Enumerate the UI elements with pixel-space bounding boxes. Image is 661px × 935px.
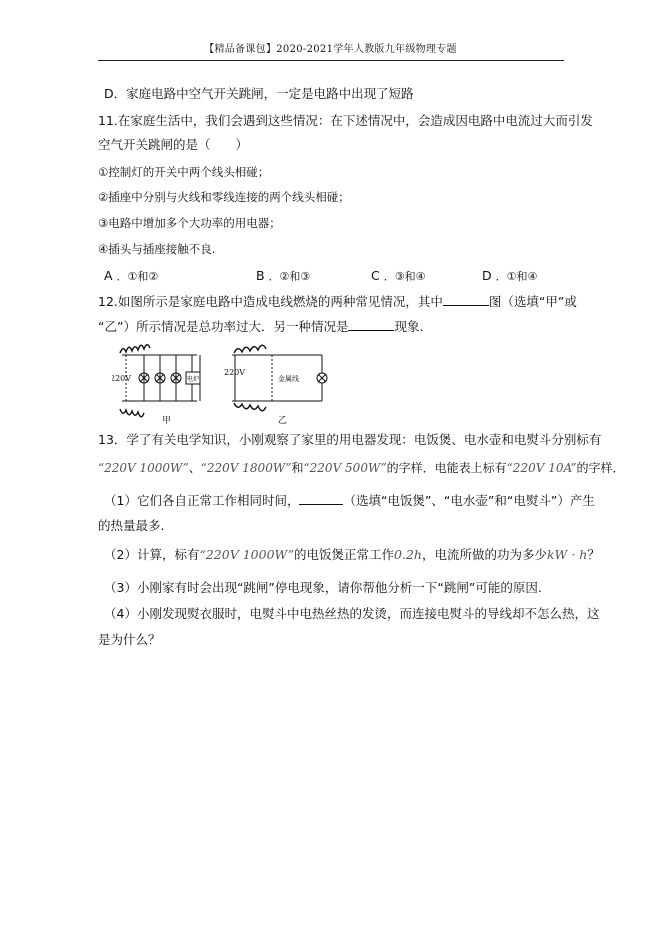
q11-item-3: ③电路中增加多个大功率的用电器； bbox=[98, 216, 281, 230]
q13-part2: （2）计算，标有“220V 1000W”的电饭煲正常工作0.2h，电流所做的功为多少kW · h？ bbox=[104, 547, 600, 562]
q11-stem-line1: 11.在家庭生活中，我们会遇到这些情况：在下述情况中，会造成因电路中电流过大而引发 bbox=[98, 113, 593, 128]
q13-part1-cont: 的热量最多. bbox=[98, 518, 165, 533]
q11-item-4: ④插头与插座接触不良. bbox=[98, 242, 216, 256]
q12-blank-1[interactable] bbox=[443, 294, 489, 306]
q11-option-d: D ．①和④ bbox=[482, 268, 538, 283]
q13-part4-cont: 是为什么？ bbox=[98, 632, 161, 647]
q11-item-1: ①控制灯的开关中两个线头相碰； bbox=[98, 165, 270, 179]
jia-caption: 甲 bbox=[162, 416, 172, 426]
q13-part4: （4）小刚发现熨衣服时，电熨斗中电热丝热的发烫，而连接电熨斗的导线却不怎么热，这 bbox=[104, 606, 600, 621]
q11-stem-line2: 空气开关跳闸的是（ ） bbox=[98, 137, 249, 152]
q13-intro-line1: 13．学了有关电学知识，小刚观察了家里的用电器发现：电饭煲、电水壶和电熨斗分别标有 bbox=[98, 432, 602, 447]
q11-option-b: B ．②和③ bbox=[256, 268, 311, 283]
q13-part3: （3）小刚家有时会出现“跳闸”停电现象，请你帮他分析一下“跳闸”可能的原因. bbox=[104, 580, 542, 595]
header-rule bbox=[98, 60, 564, 61]
circuit-figure bbox=[112, 343, 442, 429]
yi-wire-label: 金属线 bbox=[278, 375, 299, 383]
jia-box-label: 电炉 bbox=[187, 376, 200, 383]
yi-voltage-label: 220V bbox=[224, 368, 246, 377]
q12-line2: “乙”）所示情况是总功率过大．另一种情况是 现象. bbox=[98, 319, 424, 334]
q11-option-a: A ．①和② bbox=[104, 268, 159, 283]
q12-line1: 12.如图所示是家庭电路中造成电线燃烧的两种常见情况，其中 图（选填“甲”或 bbox=[98, 294, 577, 309]
jia-voltage-label: 220V bbox=[112, 374, 132, 383]
q12-blank-2[interactable] bbox=[348, 319, 394, 331]
q13-blank[interactable] bbox=[299, 493, 343, 505]
q11-options bbox=[104, 268, 574, 284]
q13-intro-line2: “220V 1000W”、“220V 1800W”和“220V 500W”的字样．电能表上标有“220V 10A”的字样． bbox=[98, 461, 625, 475]
q13-part1: （1）它们各自正常工作相同时间， （选填“电饭煲”、“电水壶”和“电熨斗”）产生 bbox=[104, 493, 595, 508]
page-header: 【精品备课包】2020-2021学年人教版九年级物理专题 bbox=[204, 44, 457, 55]
yi-caption: 乙 bbox=[278, 416, 288, 426]
q10-option-d: D．家庭电路中空气开关跳闸，一定是电路中出现了短路 bbox=[104, 86, 414, 101]
q11-item-2: ②插座中分别与火线和零线连接的两个线头相碰； bbox=[98, 190, 350, 204]
q11-option-c: C ．③和④ bbox=[371, 268, 426, 283]
